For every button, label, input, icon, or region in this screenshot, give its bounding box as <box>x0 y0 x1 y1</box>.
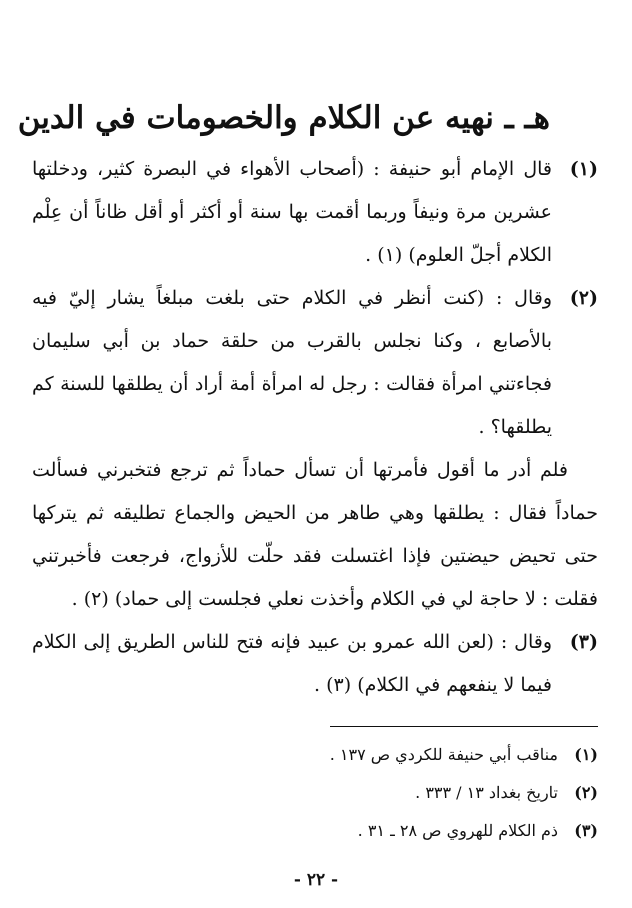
numbered-paragraph-3 <box>32 621 598 707</box>
paragraph-text: وقال : (كنت أنظر في الكلام حتى بلغت مبلغاً يشار إليّ فيه بالأصابع ، وكنا نجلس بالقرب من حلقة حماد بن أبي سليمان فجاءتني امرأة فقالت : رجل له امرأة أمة أراد أن يطلقها للسنة كم يطلقها؟ . <box>32 287 552 438</box>
footnote <box>32 774 598 812</box>
paragraph-text: قال الإمام أبو حنيفة : (أصحاب الأهواء في البصرة كثير، ودخلتها عشرين مرة ونيفاً وربما أقمت بها سنة أو أكثر أو أقل ظاناً أن عِلْم الكلام أجلّ العلوم) (١) . <box>32 158 552 266</box>
paragraph-text: وقال : (لعن الله عمرو بن عبيد فإنه فتح للناس الطريق إلى الكلام فيما لا ينفعهم في الكلام) (٣) . <box>32 631 552 696</box>
footnote-number: (٣) <box>574 821 598 840</box>
footnote-separator <box>330 726 598 727</box>
footnote-text: مناقب أبي حنيفة للكردي ص ١٣٧ . <box>329 745 558 764</box>
footnotes <box>32 736 598 850</box>
paragraph-number: (١) <box>569 158 598 180</box>
footnote <box>32 736 598 774</box>
footnote <box>32 812 598 850</box>
paragraph-number: (٣) <box>569 631 598 653</box>
footnote-text: ذم الكلام للهروي ص ٢٨ ـ ٣١ . <box>357 821 558 840</box>
paragraph-number: (٢) <box>569 287 598 309</box>
footnote-number: (١) <box>574 745 598 764</box>
page-number: - ٢٢ - <box>293 870 339 890</box>
footnote-text: تاريخ بغداد ١٣ / ٣٣٣ . <box>415 783 558 802</box>
continuation-paragraph: فلم أدر ما أقول فأمرتها أن تسأل حماداً ثم ترجع فتخبرني فسألت حماداً فقال : يطلقها وهي طاهر من الحيض والجماع تطليقه ثم يتركها حتى تحيض حيضتين فإذا اغتسلت فقد حلّت للأزواج، فرجعت فأخبرتني فقلت : لا حاجة لي في الكلام وأخذت نعلي فجلست إلى حماد) (٢) . <box>32 459 598 610</box>
numbered-paragraph-2 <box>32 277 598 449</box>
footnote-number: (٢) <box>574 783 598 802</box>
main-text <box>32 148 598 707</box>
numbered-paragraph-1 <box>32 148 598 277</box>
section-heading: هـ ـ نهيه عن الكلام والخصومات في الدين <box>17 100 550 136</box>
